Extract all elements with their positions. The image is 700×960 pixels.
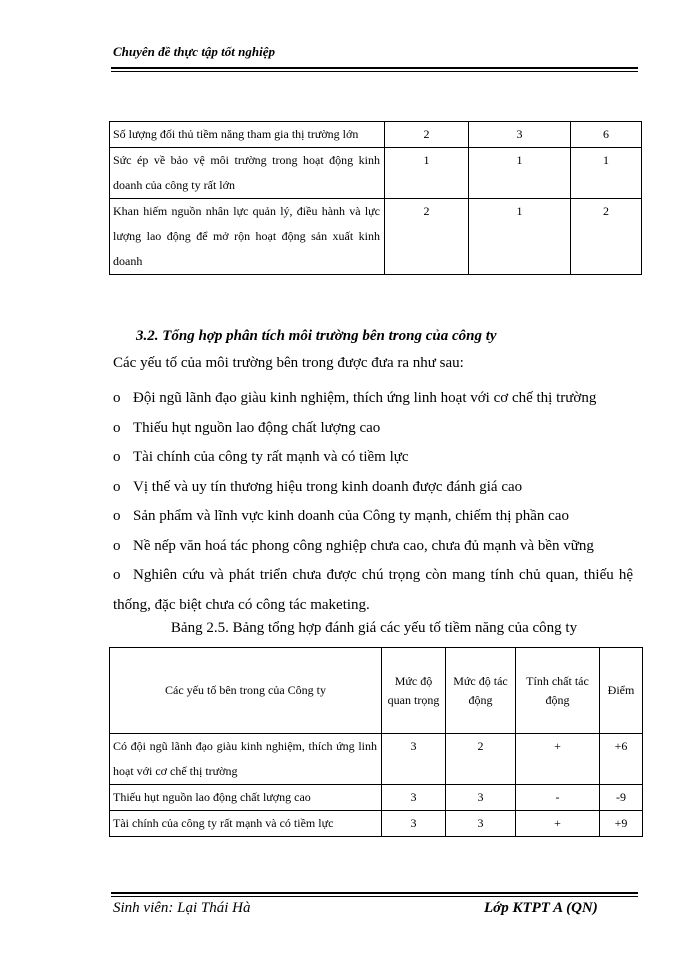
value-cell: 1 xyxy=(385,148,469,199)
factor-cell: Khan hiếm nguồn nhân lực quản lý, điều hành và lực lượng lao động để mở rộn hoạt động sản xuất kinh doanh xyxy=(110,199,385,275)
value-cell: 3 xyxy=(469,122,571,148)
bullet-marker: o xyxy=(113,508,121,524)
value-cell: 6 xyxy=(571,122,642,148)
importance-cell: 3 xyxy=(382,811,446,837)
score-cell: +9 xyxy=(600,811,643,837)
section-heading: 3.2. Tổng hợp phân tích môi trường bên trong của công ty xyxy=(136,328,497,344)
bullet-marker: o xyxy=(113,390,121,406)
list-item xyxy=(113,443,633,473)
column-header: Mức độ tác động xyxy=(446,648,516,734)
table-row xyxy=(110,811,643,837)
footer-divider xyxy=(111,892,638,897)
score-cell: -9 xyxy=(600,785,643,811)
page-header-title: Chuyên đề thực tập tốt nghiệp xyxy=(113,44,275,59)
bullet-marker: o xyxy=(113,419,121,436)
value-cell: 1 xyxy=(571,148,642,199)
table-row xyxy=(110,199,642,275)
internal-factors-table xyxy=(109,647,643,837)
bullet-marker: o xyxy=(113,537,121,554)
importance-cell: 3 xyxy=(382,734,446,785)
value-cell: 1 xyxy=(469,148,571,199)
list-item xyxy=(113,532,633,562)
nature-cell: + xyxy=(516,734,600,785)
bullet-marker: o xyxy=(113,567,121,583)
factor-cell: Thiếu hụt nguồn lao động chất lượng cao xyxy=(110,785,382,811)
value-cell: 1 xyxy=(469,199,571,275)
impact-cell: 2 xyxy=(446,734,516,785)
list-item-text: Nề nếp văn hoá tác phong công nghiệp chưa cao, chưa đủ mạnh và bền vững xyxy=(133,537,594,554)
table-caption: Bảng 2.5. Bảng tổng hợp đánh giá các yếu tố tiềm năng của công ty xyxy=(170,620,578,636)
table-row xyxy=(110,148,642,199)
list-item-text: Nghiên cứu và phát triển chưa được chú trọng còn mang tính chủ quan, thiếu hệ thống, đặc biệt chưa có công tác maketing. xyxy=(113,567,633,613)
list-item-text: Đội ngũ lãnh đạo giàu kinh nghiệm, thích ứng linh hoạt với cơ chế thị trường xyxy=(133,390,597,406)
bullet-marker: o xyxy=(113,449,121,465)
list-item xyxy=(113,414,633,444)
factor-cell: Có đội ngũ lãnh đạo giàu kinh nghiệm, thích ứng linh hoạt với cơ chế thị trường xyxy=(110,734,382,785)
list-item-text: Vị thế và uy tín thương hiệu trong kinh doanh được đánh giá cao xyxy=(133,478,523,495)
header-divider xyxy=(111,67,638,72)
impact-cell: 3 xyxy=(446,811,516,837)
table-row xyxy=(110,785,643,811)
list-item xyxy=(113,502,633,532)
bullet-marker: o xyxy=(113,478,121,495)
impact-cell: 3 xyxy=(446,785,516,811)
external-factors-table xyxy=(109,121,642,275)
table-row xyxy=(110,122,642,148)
factor-cell: Sức ép về bảo vệ môi trường trong hoạt động kinh doanh của công ty rất lớn xyxy=(110,148,385,199)
list-item-text: Thiếu hụt nguồn lao động chất lượng cao xyxy=(133,419,381,436)
value-cell: 2 xyxy=(385,199,469,275)
list-item xyxy=(113,561,633,620)
nature-cell: - xyxy=(516,785,600,811)
internal-factors-list xyxy=(113,384,633,620)
footer-student-name: Sinh viên: Lại Thái Hà xyxy=(113,900,251,916)
nature-cell: + xyxy=(516,811,600,837)
factor-cell: Tài chính của công ty rất mạnh và có tiềm lực xyxy=(110,811,382,837)
list-item xyxy=(113,473,633,503)
table-row xyxy=(110,734,643,785)
value-cell: 2 xyxy=(571,199,642,275)
column-header: Tính chất tác động xyxy=(516,648,600,734)
list-item-text: Tài chính của công ty rất mạnh và có tiềm lực xyxy=(133,449,409,465)
score-cell: +6 xyxy=(600,734,643,785)
section-intro: Các yếu tố của môi trường bên trong được đưa ra như sau: xyxy=(113,355,464,371)
factor-cell: Số lượng đối thủ tiềm năng tham gia thị trường lớn xyxy=(110,122,385,148)
value-cell: 2 xyxy=(385,122,469,148)
column-header: Các yếu tố bên trong của Công ty xyxy=(110,648,382,734)
importance-cell: 3 xyxy=(382,785,446,811)
footer-class-label: Lớp KTPT A (QN) xyxy=(484,900,598,916)
list-item xyxy=(113,384,633,414)
column-header: Điểm xyxy=(600,648,643,734)
column-header: Mức độ quan trọng xyxy=(382,648,446,734)
list-item-text: Sản phẩm và lĩnh vực kinh doanh của Công ty mạnh, chiếm thị phần cao xyxy=(133,508,569,524)
table-header-row xyxy=(110,648,643,734)
